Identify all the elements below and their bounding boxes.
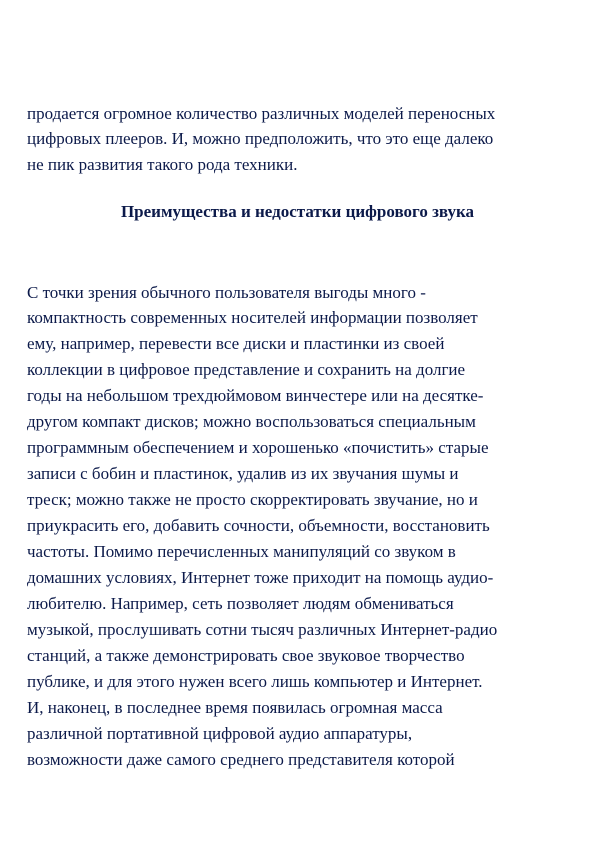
intro-line: не пик развития такого рода техники.: [27, 155, 298, 174]
body-line: коллекции в цифровое представление и сохранить на долгие: [27, 360, 466, 379]
body-line: публике, и для этого нужен всего лишь компьютер и Интернет.: [27, 672, 483, 691]
body-line: музыкой, прослушивать сотни тысяч различных Интернет-радио: [27, 620, 498, 639]
body-line: И, наконец, в последнее время появилась огромная масса: [27, 698, 443, 717]
body-line: возможности даже самого среднего представителя которой: [27, 750, 455, 769]
body-line: частоты. Помимо перечисленных манипуляций со звуком в: [27, 542, 456, 561]
body-line: годы на небольшом трехдюймовом винчестере или на десятке-: [27, 386, 484, 405]
body-line: любителю. Например, сеть позволяет людям обмениваться: [27, 594, 454, 613]
intro-line: продается огромное количество различных моделей переносных: [27, 104, 496, 123]
body-line: треск; можно также не просто скорректировать звучание, но и: [27, 490, 478, 509]
body-line: С точки зрения обычного пользователя выгоды много -: [27, 283, 426, 302]
body-line: приукрасить его, добавить сочности, объемности, восстановить: [27, 516, 490, 535]
body-line: различной портативной цифровой аудио аппаратуры,: [27, 724, 413, 743]
body-line: станций, а также демонстрировать свое звуковое творчество: [27, 646, 465, 665]
body-line: ему, например, перевести все диски и пластинки из своей: [27, 334, 445, 353]
body-line: программным обеспечением и хорошенько «почистить» старые: [27, 438, 489, 457]
body-line: другом компакт дисков; можно воспользоваться специальным: [27, 412, 476, 431]
intro-line: цифровых плееров. И, можно предположить, что это еще далеко: [27, 129, 494, 148]
body-line: домашних условиях, Интернет тоже приходит на помощь аудио-: [27, 568, 494, 587]
body-line: записи с бобин и пластинок, удалив из их звучания шумы и: [27, 464, 459, 483]
body-line: компактность современных носителей информации позволяет: [27, 308, 478, 327]
section-heading: Преимущества и недостатки цифрового звука: [120, 202, 475, 221]
